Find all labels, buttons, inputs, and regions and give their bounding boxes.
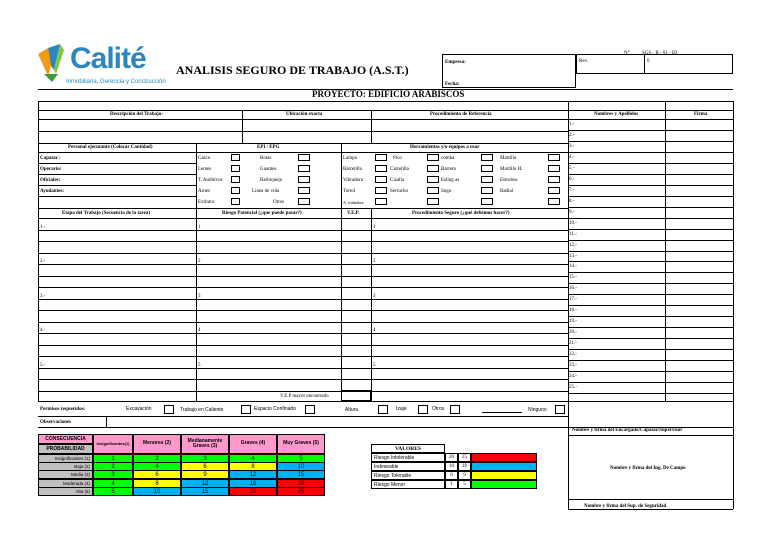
etapa-row[interactable] (38, 379, 568, 391)
permiso-confinado-checkbox[interactable] (305, 405, 315, 414)
name-row[interactable] (568, 240, 733, 251)
valores-min: 6 (445, 471, 458, 480)
tool-lampa-checkbox[interactable] (375, 154, 387, 161)
col-ubicacion: Ubicación exacta (286, 112, 323, 117)
tool-tortol-checkbox[interactable] (375, 187, 387, 194)
proc-seguro-title: Procedimiento Seguro (¿qué debemos hacer?) (412, 211, 510, 216)
tool-barreta: Barreta (441, 167, 456, 172)
brand-tagline: Inmobiliaria, Gerencia y Construcción (66, 79, 166, 85)
matrix-cell: 5 (277, 454, 325, 463)
etapa-row[interactable] (38, 333, 568, 345)
tool-serrucho-checkbox[interactable] (427, 187, 439, 194)
tool-martillo-checkbox[interactable] (548, 154, 560, 161)
epi-barbiquejo: Barbiquejo (260, 178, 283, 183)
matrix-header: Insignificantes(1) (93, 434, 133, 454)
tool-carretilla-checkbox[interactable] (427, 165, 439, 172)
matrix-cell: 8 (133, 479, 181, 488)
name-row[interactable] (568, 382, 733, 393)
etapa-step-number: 1.- (40, 225, 46, 230)
name-row[interactable] (568, 141, 733, 152)
doc-title: ANALISIS SEGURO DE TRABAJO (A.S.T.) (176, 63, 409, 77)
permiso-confinado: Espacio Confinado (254, 406, 296, 412)
matrix-header: Menores (2) (133, 434, 181, 454)
name-row[interactable] (568, 196, 733, 207)
epi-otros-checkbox[interactable] (298, 198, 310, 205)
tool-cizalla: Cizalla (390, 178, 405, 183)
matrix-cell: 16 (229, 479, 277, 488)
vep-max-box[interactable] (341, 390, 371, 401)
proc-number: 2 (373, 259, 376, 264)
epi-guantes-checkbox[interactable] (298, 165, 310, 172)
name-row-number: 8.- (569, 199, 575, 204)
col-procedimiento: Procedimiento de Referencia (430, 112, 492, 117)
permiso-altura: Altura (345, 407, 359, 413)
matrix-row-label: Baja (2) (38, 462, 93, 471)
tool-lampa: Lampa (343, 156, 357, 161)
permiso-excavacion: Excavación (126, 406, 152, 412)
epi-extintor-checkbox[interactable] (231, 198, 240, 205)
name-row-number: 16.- (569, 286, 577, 291)
epi-arnes-checkbox[interactable] (231, 187, 240, 194)
epi-lentes-checkbox[interactable] (231, 165, 240, 172)
permiso-caliente: Trabajo en Caliente (180, 407, 224, 413)
matrix-cell: 20 (277, 479, 325, 488)
matrix-cell: 12 (181, 479, 229, 488)
etapa-title: Etapa del Trabajo (Secuencia de la tarea) (62, 211, 151, 216)
col-firma: Firma (694, 112, 708, 117)
brand-name: Calité (70, 42, 146, 75)
epi-barbiquejo-checkbox[interactable] (298, 176, 310, 183)
epi-linea-vida-checkbox[interactable] (298, 187, 310, 194)
permisos-label: Permisos requeridos: (40, 407, 86, 412)
fecha-label: Fecha: (445, 82, 460, 87)
name-row[interactable] (568, 261, 733, 272)
matrix-row-label: Insignificantes (1) (38, 454, 93, 463)
name-row-number: 25.- (569, 385, 577, 390)
tool-pico-checkbox[interactable] (427, 154, 439, 161)
epi-guantes: Guantes (260, 167, 277, 172)
tool-barreta-checkbox[interactable] (481, 165, 493, 172)
matrix-consecuencia-label: CONSECUENCIA (38, 434, 93, 444)
valores-title: VALORES (371, 444, 445, 453)
tool-radial-checkbox[interactable] (548, 187, 560, 194)
valores-min: 10 (445, 462, 458, 471)
epi-otros: Otros (273, 200, 285, 205)
name-row-number: 18.- (569, 308, 577, 313)
tool-soga-checkbox[interactable] (481, 187, 493, 194)
observaciones-label: Observaciones (40, 420, 72, 425)
matrix-cell: 15 (277, 470, 325, 479)
rev-value: 0 (647, 59, 650, 64)
matrix-cell: 4 (229, 454, 277, 463)
rev-label: Rev. (579, 59, 588, 64)
name-row-number: 4.- (569, 155, 575, 160)
name-row-number: 6.- (569, 177, 575, 182)
project-title: PROYECTO: EDIFICIO ARABISCOS (312, 89, 465, 99)
firma-ing-campo: Nombre y firma del Ing. De Campo (610, 466, 686, 471)
matrix-cell: 2 (133, 454, 181, 463)
name-row[interactable] (568, 327, 733, 338)
matrix-cell: 10 (277, 462, 325, 471)
vep-max-label: V.E.P mayor encontrado (280, 394, 329, 399)
doc-code: SGS - R - 01 - IO (642, 51, 678, 56)
valores-label: Riesgo Intolerable (371, 453, 445, 462)
personal-oficiales: Oficiales: (40, 178, 61, 183)
matrix-header: Medianamente Graves (3) (181, 434, 229, 454)
name-row-number: 1.- (569, 122, 575, 127)
tool-martillo-h: Martillo H. (500, 167, 523, 172)
valores-color-swatch (471, 453, 537, 462)
tool-eslingas-checkbox[interactable] (481, 176, 493, 183)
calite-logo-mark (38, 44, 64, 82)
name-row-number: 12.- (569, 243, 577, 248)
valores-label: Riesgo Menor (371, 480, 445, 489)
personal-operario: Operario: (40, 167, 62, 172)
name-row[interactable] (568, 272, 733, 283)
riesgo-number: 5 (198, 363, 201, 368)
tool-pico: Pico (393, 156, 402, 161)
name-row-number: 24.- (569, 374, 577, 379)
name-row-number: 20.- (569, 330, 577, 335)
name-row[interactable] (568, 130, 733, 141)
matrix-cell: 15 (181, 487, 229, 496)
name-row-number: 15.- (569, 275, 577, 280)
name-row[interactable] (568, 218, 733, 229)
matrix-probabilidad-label: PROBABILIDAD (38, 444, 93, 454)
tool-radial: Radial (500, 189, 514, 194)
matrix-cell: 25 (277, 487, 325, 496)
tool-blank-2-checkbox[interactable] (481, 198, 493, 205)
epi-auditivos-checkbox[interactable] (231, 176, 240, 183)
name-row-number: 3.- (569, 144, 575, 149)
matrix-cell: 3 (181, 454, 229, 463)
valores-label: Indeseable (371, 462, 445, 471)
matrix-header: Graves (4) (229, 434, 277, 454)
matrix-cell: 8 (229, 462, 277, 471)
riesgo-title: Riesgo Potencial (¿que puede pasar?) (222, 211, 302, 216)
col-descripcion: Descripción del Trabajo: (110, 112, 163, 117)
valores-min: 20 (445, 453, 458, 462)
tool-soldadura: A. soldadura (343, 200, 364, 205)
proc-number: 4 (373, 328, 376, 333)
etapa-row[interactable] (38, 241, 568, 253)
matrix-cell: 6 (181, 462, 229, 471)
valores-max: 9 (458, 471, 471, 480)
name-row-number: 7.- (569, 188, 575, 193)
name-row[interactable] (568, 316, 733, 327)
tool-cizalla-checkbox[interactable] (427, 176, 439, 183)
permiso-caliente-checkbox[interactable] (241, 405, 251, 414)
tool-comba-checkbox[interactable] (481, 154, 493, 161)
etapa-step-number: 4.- (40, 328, 46, 333)
valores-color-swatch (471, 480, 537, 489)
epi-botas: Botas (260, 156, 272, 161)
matrix-cell: 12 (229, 470, 277, 479)
tool-martillo: Martillo (500, 156, 517, 161)
tool-estrobos: Estrobos (500, 178, 518, 183)
valores-max: 16 (458, 462, 471, 471)
name-row[interactable] (568, 119, 733, 130)
permiso-otros: Otros (432, 406, 445, 412)
matrix-row-label: Alta (5) (38, 487, 93, 496)
doc-number-label: N° (624, 51, 630, 56)
matrix-row-label: Media (3) (38, 470, 93, 479)
vep-title: V.E.P. (347, 211, 360, 216)
name-row[interactable] (568, 152, 733, 163)
matrix-cell: 6 (133, 470, 181, 479)
permiso-izaje-checkbox[interactable] (418, 405, 428, 414)
tool-estrobos-checkbox[interactable] (548, 176, 560, 183)
name-row-number: 19.- (569, 319, 577, 324)
valores-max: 25 (458, 453, 471, 462)
matrix-cell: 3 (93, 470, 133, 479)
tool-serrucho: Serrucho (390, 189, 409, 194)
epi-title: EPI / EPG (257, 145, 280, 150)
permiso-excavacion-checkbox[interactable] (164, 405, 174, 414)
epi-casco: Casco (198, 156, 211, 161)
valores-color-swatch (471, 462, 537, 471)
tool-vibradora-checkbox[interactable] (375, 176, 387, 183)
name-row-number: 10.- (569, 221, 577, 226)
matrix-row-label: Moderada (4) (38, 479, 93, 488)
name-row[interactable] (568, 371, 733, 382)
matrix-cell: 1 (93, 454, 133, 463)
permiso-ninguno: Ninguno (528, 407, 547, 413)
valores-min: 1 (445, 480, 458, 489)
tool-eslingas: Esling as (441, 178, 460, 183)
tool-barretilla-checkbox[interactable] (375, 165, 387, 172)
name-row[interactable] (568, 338, 733, 349)
tool-blank-1-checkbox[interactable] (427, 198, 439, 205)
personal-ayudantes: Ayudantes: (40, 189, 65, 194)
riesgo-number: 4 (198, 328, 201, 333)
matrix-cell: 4 (133, 462, 181, 471)
name-row[interactable] (568, 305, 733, 316)
name-row[interactable] (568, 360, 733, 371)
name-row[interactable] (568, 174, 733, 185)
etapa-step-number: 2.- (40, 259, 46, 264)
herramientas-title: Herramientas y/o equipos a usar (410, 145, 480, 150)
valores-label: Riesgo Tolerable (371, 471, 445, 480)
epi-casco-checkbox[interactable] (231, 154, 240, 161)
name-row[interactable] (568, 229, 733, 240)
name-row[interactable] (568, 283, 733, 294)
name-row-number: 21.- (569, 341, 577, 346)
tool-soga: Soga (441, 189, 451, 194)
name-row-number: 22.- (569, 352, 577, 357)
tool-vibradora: Vibradora (343, 178, 363, 183)
tool-tortol: Tortol (343, 189, 356, 194)
name-row[interactable] (568, 163, 733, 174)
epi-arnes: Arnes (198, 189, 210, 194)
proc-number: 5 (373, 363, 376, 368)
etapa-row[interactable] (38, 218, 568, 230)
permiso-izaje: Izaje (396, 406, 407, 412)
tool-martillo-h-checkbox[interactable] (548, 165, 560, 172)
tool-comba: comba (441, 156, 455, 161)
riesgo-number: 3 (198, 294, 201, 299)
name-row-number: 11.- (569, 232, 577, 237)
valores-max: 5 (458, 480, 471, 489)
etapa-row[interactable] (38, 287, 568, 299)
name-row-number: 14.- (569, 264, 577, 269)
firma-seguridad: Nombre y firma del Sup. de Seguridad (584, 504, 667, 509)
etapa-step-number: 3.- (40, 294, 46, 299)
permiso-otros-checkbox[interactable] (450, 405, 460, 414)
matrix-cell: 5 (93, 487, 133, 496)
epi-extintor: Extintor (198, 200, 215, 205)
permiso-ninguno-checkbox[interactable] (555, 405, 565, 414)
valores-color-swatch (471, 471, 537, 480)
matrix-cell: 9 (181, 470, 229, 479)
personal-title: Personal ejecutante (Colocar Cantidad) (68, 145, 153, 150)
proc-number: 3 (373, 294, 376, 299)
name-row-number: 23.- (569, 363, 577, 368)
name-row-number: 2.- (569, 133, 575, 138)
etapa-step-number: 5.- (40, 363, 46, 368)
name-row-number: 5.- (569, 166, 575, 171)
name-row[interactable] (568, 207, 733, 218)
tool-blank-3-checkbox[interactable] (548, 198, 560, 205)
tool-carretilla: Carretilla (390, 167, 409, 172)
name-row[interactable] (568, 294, 733, 305)
name-row-number: 9.- (569, 210, 575, 215)
etapa-row[interactable] (38, 310, 568, 322)
empresa-label: Empresa: (445, 60, 466, 65)
proc-number: 1 (373, 225, 376, 230)
matrix-cell: 20 (229, 487, 277, 496)
tool-soldadura-checkbox[interactable] (375, 198, 387, 205)
name-row[interactable] (568, 185, 733, 196)
riesgo-number: 2 (198, 259, 201, 264)
matrix-cell: 10 (133, 487, 181, 496)
name-row-number: 17.- (569, 297, 577, 302)
riesgo-number: 1 (198, 225, 201, 230)
epi-botas-checkbox[interactable] (298, 154, 310, 161)
personal-capataz: Capataz : (40, 156, 61, 161)
epi-auditivos: T. Auditivos (198, 178, 223, 183)
permiso-altura-checkbox[interactable] (378, 405, 388, 414)
col-nombres: Nombres y Apellidos (594, 112, 639, 117)
etapa-row[interactable] (38, 356, 568, 368)
epi-linea-vida: Linea de vida (252, 189, 280, 194)
matrix-header: Muy Graves (5) (277, 434, 325, 454)
name-row-number: 13.- (569, 254, 577, 259)
matrix-cell: 2 (93, 462, 133, 471)
tool-barretilla: Barretilla (343, 167, 362, 172)
name-row[interactable] (568, 349, 733, 360)
matrix-cell: 4 (93, 479, 133, 488)
firma-encargado: Nombre y firma del Encargado/Capataz/Supervisor (572, 428, 683, 433)
epi-lentes: Lentes (198, 167, 212, 172)
etapa-row[interactable] (38, 264, 568, 276)
